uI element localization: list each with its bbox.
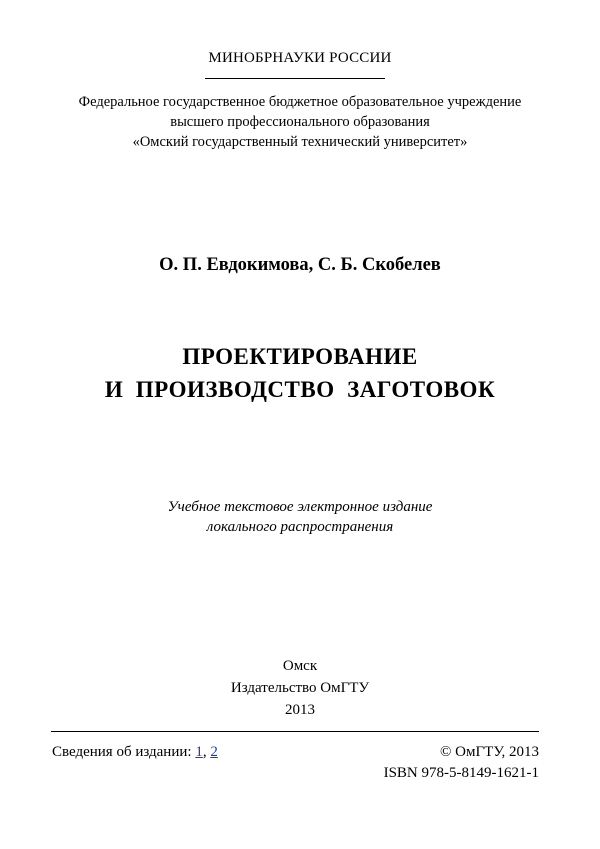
edition-info-link-1[interactable]: 1 xyxy=(195,744,203,760)
edition-type-line-2: локального распространения xyxy=(206,519,394,535)
edition-type-line-1: Учебное текстовое электронное издание xyxy=(167,499,433,515)
edition-info-separator: , xyxy=(202,744,207,760)
edition-info xyxy=(52,744,218,761)
ministry-underline xyxy=(205,78,385,79)
ministry-name: МИНОБРНАУКИ РОССИИ xyxy=(208,50,392,66)
institution-line-2: высшего профессионального образования xyxy=(170,114,430,130)
book-title-line-2: И ПРОИЗВОДСТВО ЗАГОТОВОК xyxy=(104,377,496,402)
isbn: ISBN 978-5-8149-1621-1 xyxy=(383,765,539,781)
copyright: © ОмГТУ, 2013 xyxy=(440,744,539,760)
imprint-city: Омск xyxy=(282,658,318,674)
imprint-year: 2013 xyxy=(285,702,315,718)
edition-info-label: Сведения об издании: xyxy=(52,744,192,760)
authors: О. П. Евдокимова, С. Б. Скобелев xyxy=(159,255,441,275)
footer-divider xyxy=(51,731,539,732)
imprint-publisher: Издательство ОмГТУ xyxy=(230,680,370,696)
book-title-line-1: ПРОЕКТИРОВАНИЕ xyxy=(182,344,418,369)
institution-line-1: Федеральное государственное бюджетное образовательное учреждение xyxy=(78,94,522,110)
institution-line-3: «Омский государственный технический университет» xyxy=(132,134,468,150)
edition-info-link-2[interactable]: 2 xyxy=(210,744,218,760)
